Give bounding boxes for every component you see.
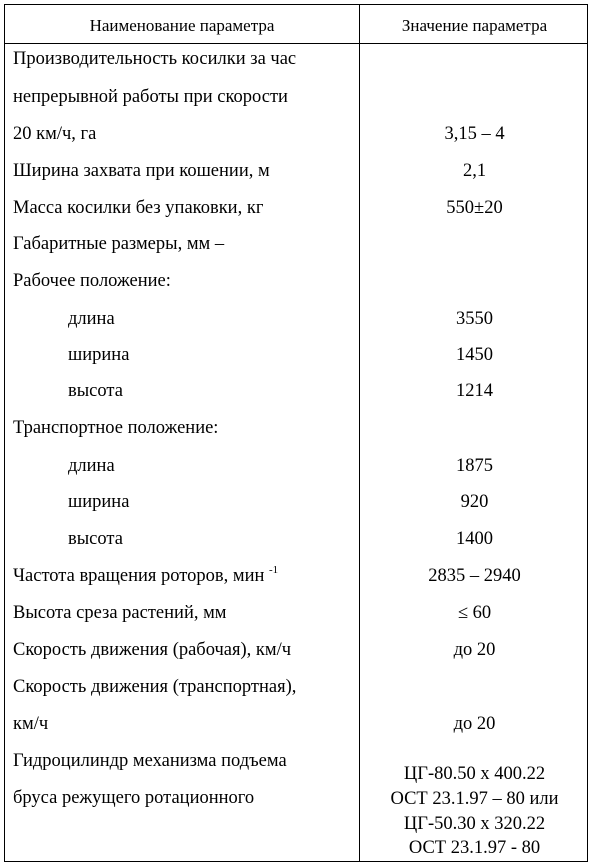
- dims-label: Габаритные размеры, мм –: [13, 234, 225, 254]
- transport-width-value: 920: [460, 492, 489, 512]
- work-width-value: 1450: [456, 345, 493, 365]
- width-label: Ширина захвата при кошении, м: [13, 161, 270, 181]
- speed-transport-value: до 20: [453, 714, 496, 734]
- work-width-label: ширина: [68, 345, 130, 365]
- parameters-table: [4, 4, 588, 862]
- transport-width-label: ширина: [68, 492, 130, 512]
- header-param: Наименование параметра: [89, 16, 275, 35]
- rotor-frequency-exponent: -1: [269, 564, 279, 576]
- speed-work-value: до 20: [453, 640, 496, 660]
- hydro-cylinder-value-4: ОСТ 23.1.97 - 80: [408, 838, 541, 858]
- work-height-value: 1214: [456, 381, 493, 401]
- cut-height-label: Высота среза растений, мм: [13, 603, 227, 623]
- transport-length-value: 1875: [456, 456, 493, 476]
- productivity-value: 3,15 – 4: [444, 124, 505, 144]
- speed-work-label: Скорость движения (рабочая), км/ч: [13, 640, 292, 660]
- cut-height-value: ≤ 60: [457, 603, 492, 623]
- hydro-cylinder-value-3: ЦГ-50.30 х 320.22: [403, 814, 546, 834]
- hydro-cylinder-value-1: ЦГ-80.50 х 400.22: [403, 764, 546, 784]
- work-height-label: высота: [68, 381, 123, 401]
- speed-transport-label-2: км/ч: [13, 714, 49, 734]
- speed-transport-label-1: Скорость движения (транспортная),: [13, 677, 297, 697]
- productivity-label-2: непрерывной работы при скорости: [13, 87, 288, 107]
- rotor-frequency-label: [13, 566, 278, 586]
- hydro-cylinder-value-2: ОСТ 23.1.97 – 80 или: [390, 789, 559, 809]
- mass-value: 550±20: [446, 198, 503, 218]
- productivity-label-1: Производительность косилки за час: [13, 49, 297, 69]
- rotor-frequency-text: Частота вращения роторов, мин: [13, 566, 265, 586]
- work-length-value: 3550: [456, 309, 493, 329]
- productivity-label-3: 20 км/ч, га: [13, 124, 97, 144]
- hydro-cylinder-label-2: бруса режущего ротационного: [13, 788, 255, 808]
- work-position-label: Рабочее положение:: [13, 271, 171, 291]
- header-divider: [5, 43, 587, 44]
- work-length-label: длина: [68, 309, 115, 329]
- width-value: 2,1: [462, 161, 487, 181]
- transport-position-label: Транспортное положение:: [13, 418, 219, 438]
- mass-label: Масса косилки без упаковки, кг: [13, 198, 264, 218]
- hydro-cylinder-label-1: Гидроцилиндр механизма подъема: [13, 751, 287, 771]
- transport-height-value: 1400: [456, 529, 493, 549]
- rotor-frequency-value: 2835 – 2940: [428, 566, 521, 586]
- transport-length-label: длина: [68, 456, 115, 476]
- header-value: Значение параметра: [401, 16, 548, 35]
- transport-height-label: высота: [68, 529, 123, 549]
